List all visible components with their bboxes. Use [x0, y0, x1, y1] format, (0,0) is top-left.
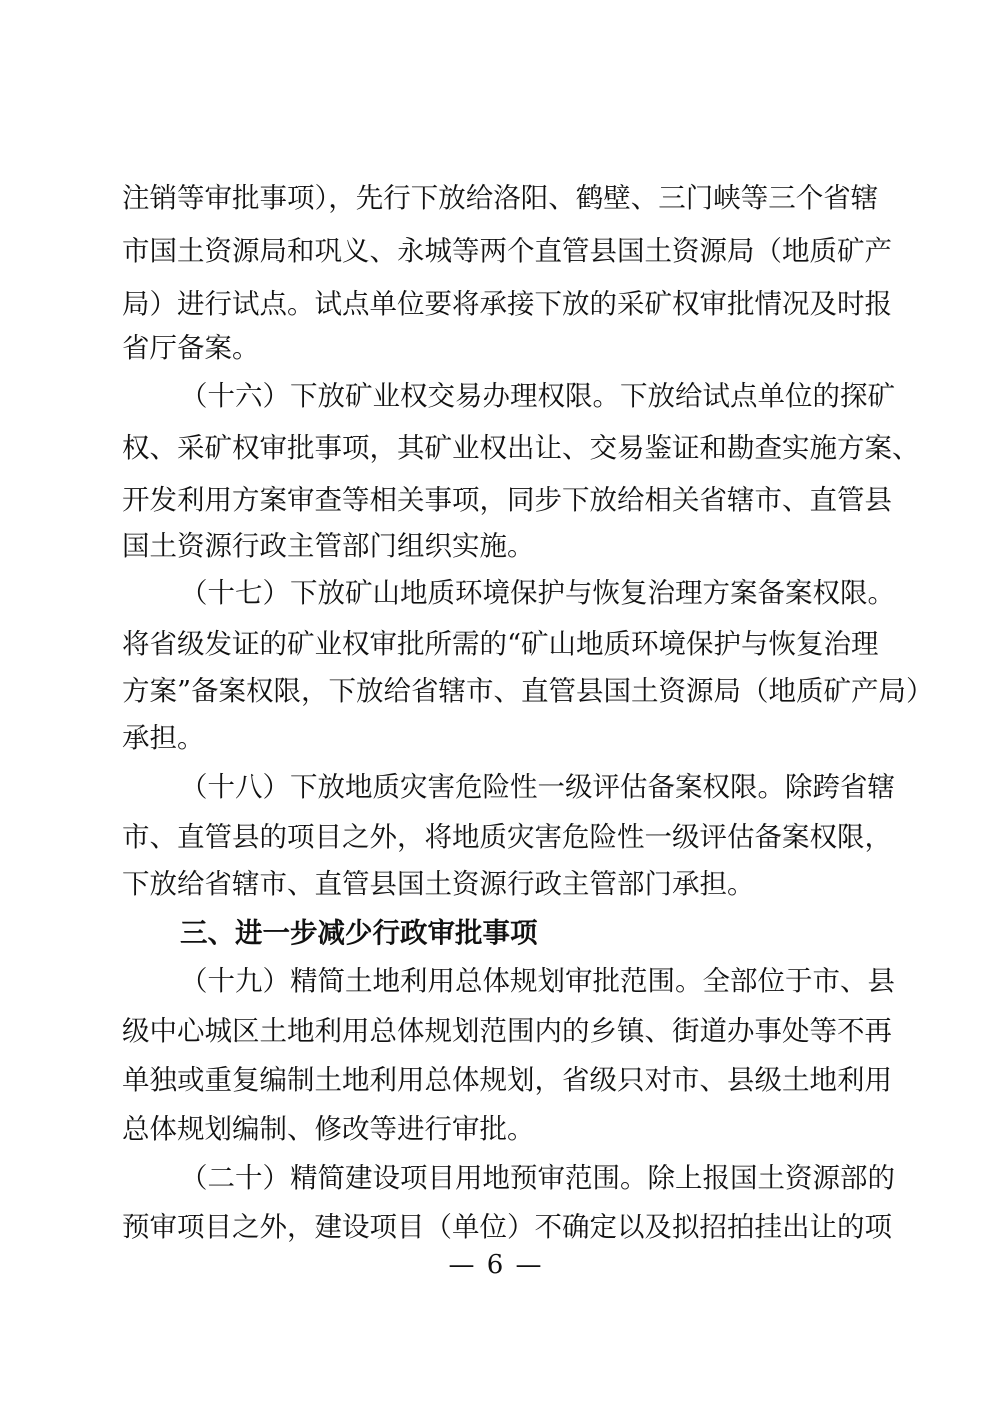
text-line: 局）进行试点。试点单位要将承接下放的采矿权审批情况及时报	[122, 288, 892, 320]
text-line: 总体规划编制、修改等进行审批。	[122, 1113, 535, 1145]
text-line: 国土资源行政主管部门组织实施。	[122, 530, 535, 562]
text-line: 承担。	[122, 722, 205, 754]
paragraph-first-line: （十九）精简土地利用总体规划审批范围。全部位于市、县	[180, 965, 895, 997]
text-line: 权、采矿权审批事项，其矿业权出让、交易鉴证和勘查实施方案、	[122, 432, 920, 464]
text-line: 市国土资源局和巩义、永城等两个直管县国土资源局（地质矿产	[122, 235, 892, 267]
text-line: 级中心城区土地利用总体规划范围内的乡镇、街道办事处等不再	[122, 1015, 892, 1047]
paragraph-first-line: （十七）下放矿山地质环境保护与恢复治理方案备案权限。	[180, 577, 895, 609]
text-line: 市、直管县的项目之外，将地质灾害危险性一级评估备案权限，	[122, 821, 892, 853]
paragraph-first-line: （十六）下放矿业权交易办理权限。下放给试点单位的探矿	[180, 380, 895, 412]
text-line: 方案”备案权限，下放给省辖市、直管县国土资源局（地质矿产局）	[122, 675, 934, 707]
text-line: 注销等审批事项），先行下放给洛阳、鹤壁、三门峡等三个省辖	[122, 182, 879, 214]
text-line: 省厅备案。	[122, 332, 260, 364]
text-line: 将省级发证的矿业权审批所需的“矿山地质环境保护与恢复治理	[122, 628, 879, 660]
text-line: 单独或重复编制土地利用总体规划，省级只对市、县级土地利用	[122, 1064, 892, 1096]
paragraph-first-line: （十八）下放地质灾害危险性一级评估备案权限。除跨省辖	[180, 771, 895, 803]
page-number: — 6 —	[448, 1250, 544, 1280]
section-heading: 三、进一步减少行政审批事项	[180, 917, 538, 949]
paragraph-first-line: （二十）精简建设项目用地预审范围。除上报国土资源部的	[180, 1162, 895, 1194]
text-line: 下放给省辖市、直管县国土资源行政主管部门承担。	[122, 868, 755, 900]
text-line: 预审项目之外，建设项目（单位）不确定以及拟招拍挂出让的项	[122, 1211, 892, 1243]
text-line: 开发利用方案审查等相关事项，同步下放给相关省辖市、直管县	[122, 484, 892, 516]
